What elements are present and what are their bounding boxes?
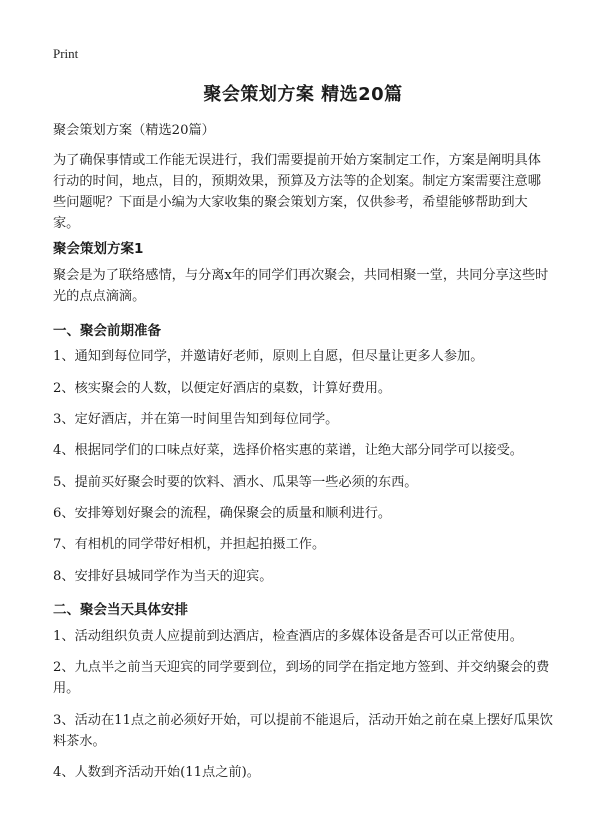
list-item: 1、通知到每位同学，并邀请好老师，原则上自愿，但尽量让更多人参加。: [53, 349, 484, 364]
list-item: 1、活动组织负责人应提前到达酒店，检查酒店的多媒体设备是否可以正常使用。: [53, 629, 523, 644]
subtitle: 聚会策划方案（精选20篇）: [53, 123, 215, 138]
intro-paragraph: 为了确保事情或工作能无误进行，我们需要提前开始方案制定工作，方案是阐明具体行动的时间，地点，目的，预期效果，预算及方法等的企划案。制定方案需要注意哪些问题呢？下面是小编为大家收集的聚会策划方案，仅供参考，希望能够帮助到大家。: [53, 153, 541, 231]
list-item: 2、核实聚会的人数，以便定好酒店的桌数，计算好费用。: [53, 381, 392, 396]
section2-heading: 二、聚会当天具体安排: [53, 602, 188, 618]
list-item: 3、活动在11点之前必须好开始，可以提前不能退后，活动开始之前在桌上摆好瓜果饮料茶水。: [53, 713, 553, 749]
list-item: 8、安排好县城同学作为当天的迎宾。: [53, 569, 273, 584]
list-item: 4、根据同学们的口味点好菜，选择价格实惠的菜谱，让绝大部分同学可以接受。: [53, 443, 523, 458]
print-label: Print: [53, 46, 79, 61]
list-item: 5、提前买好聚会时要的饮料、酒水、瓜果等一些必须的东西。: [53, 475, 418, 490]
section1-heading: 一、聚会前期准备: [53, 323, 161, 339]
plan-title: 聚会策划方案1: [53, 241, 144, 257]
list-item: 4、人数到齐活动开始(11点之前)。: [53, 765, 260, 780]
list-item: 3、定好酒店，并在第一时间里告知到每位同学。: [53, 412, 339, 427]
list-item: 7、有相机的同学带好相机，并担起拍摄工作。: [53, 537, 326, 552]
list-item: 6、安排筹划好聚会的流程，确保聚会的质量和顺利进行。: [53, 506, 392, 521]
page-title: 聚会策划方案 精选20篇: [203, 84, 403, 105]
list-item: 2、九点半之前当天迎宾的同学要到位，到场的同学在指定地方签到、并交纳聚会的费用。: [53, 660, 550, 696]
plan-intro-paragraph: 聚会是为了联络感情，与分离x年的同学们再次聚会，共同相聚一堂，共同分享这些时光的点点滴滴。: [53, 268, 549, 304]
